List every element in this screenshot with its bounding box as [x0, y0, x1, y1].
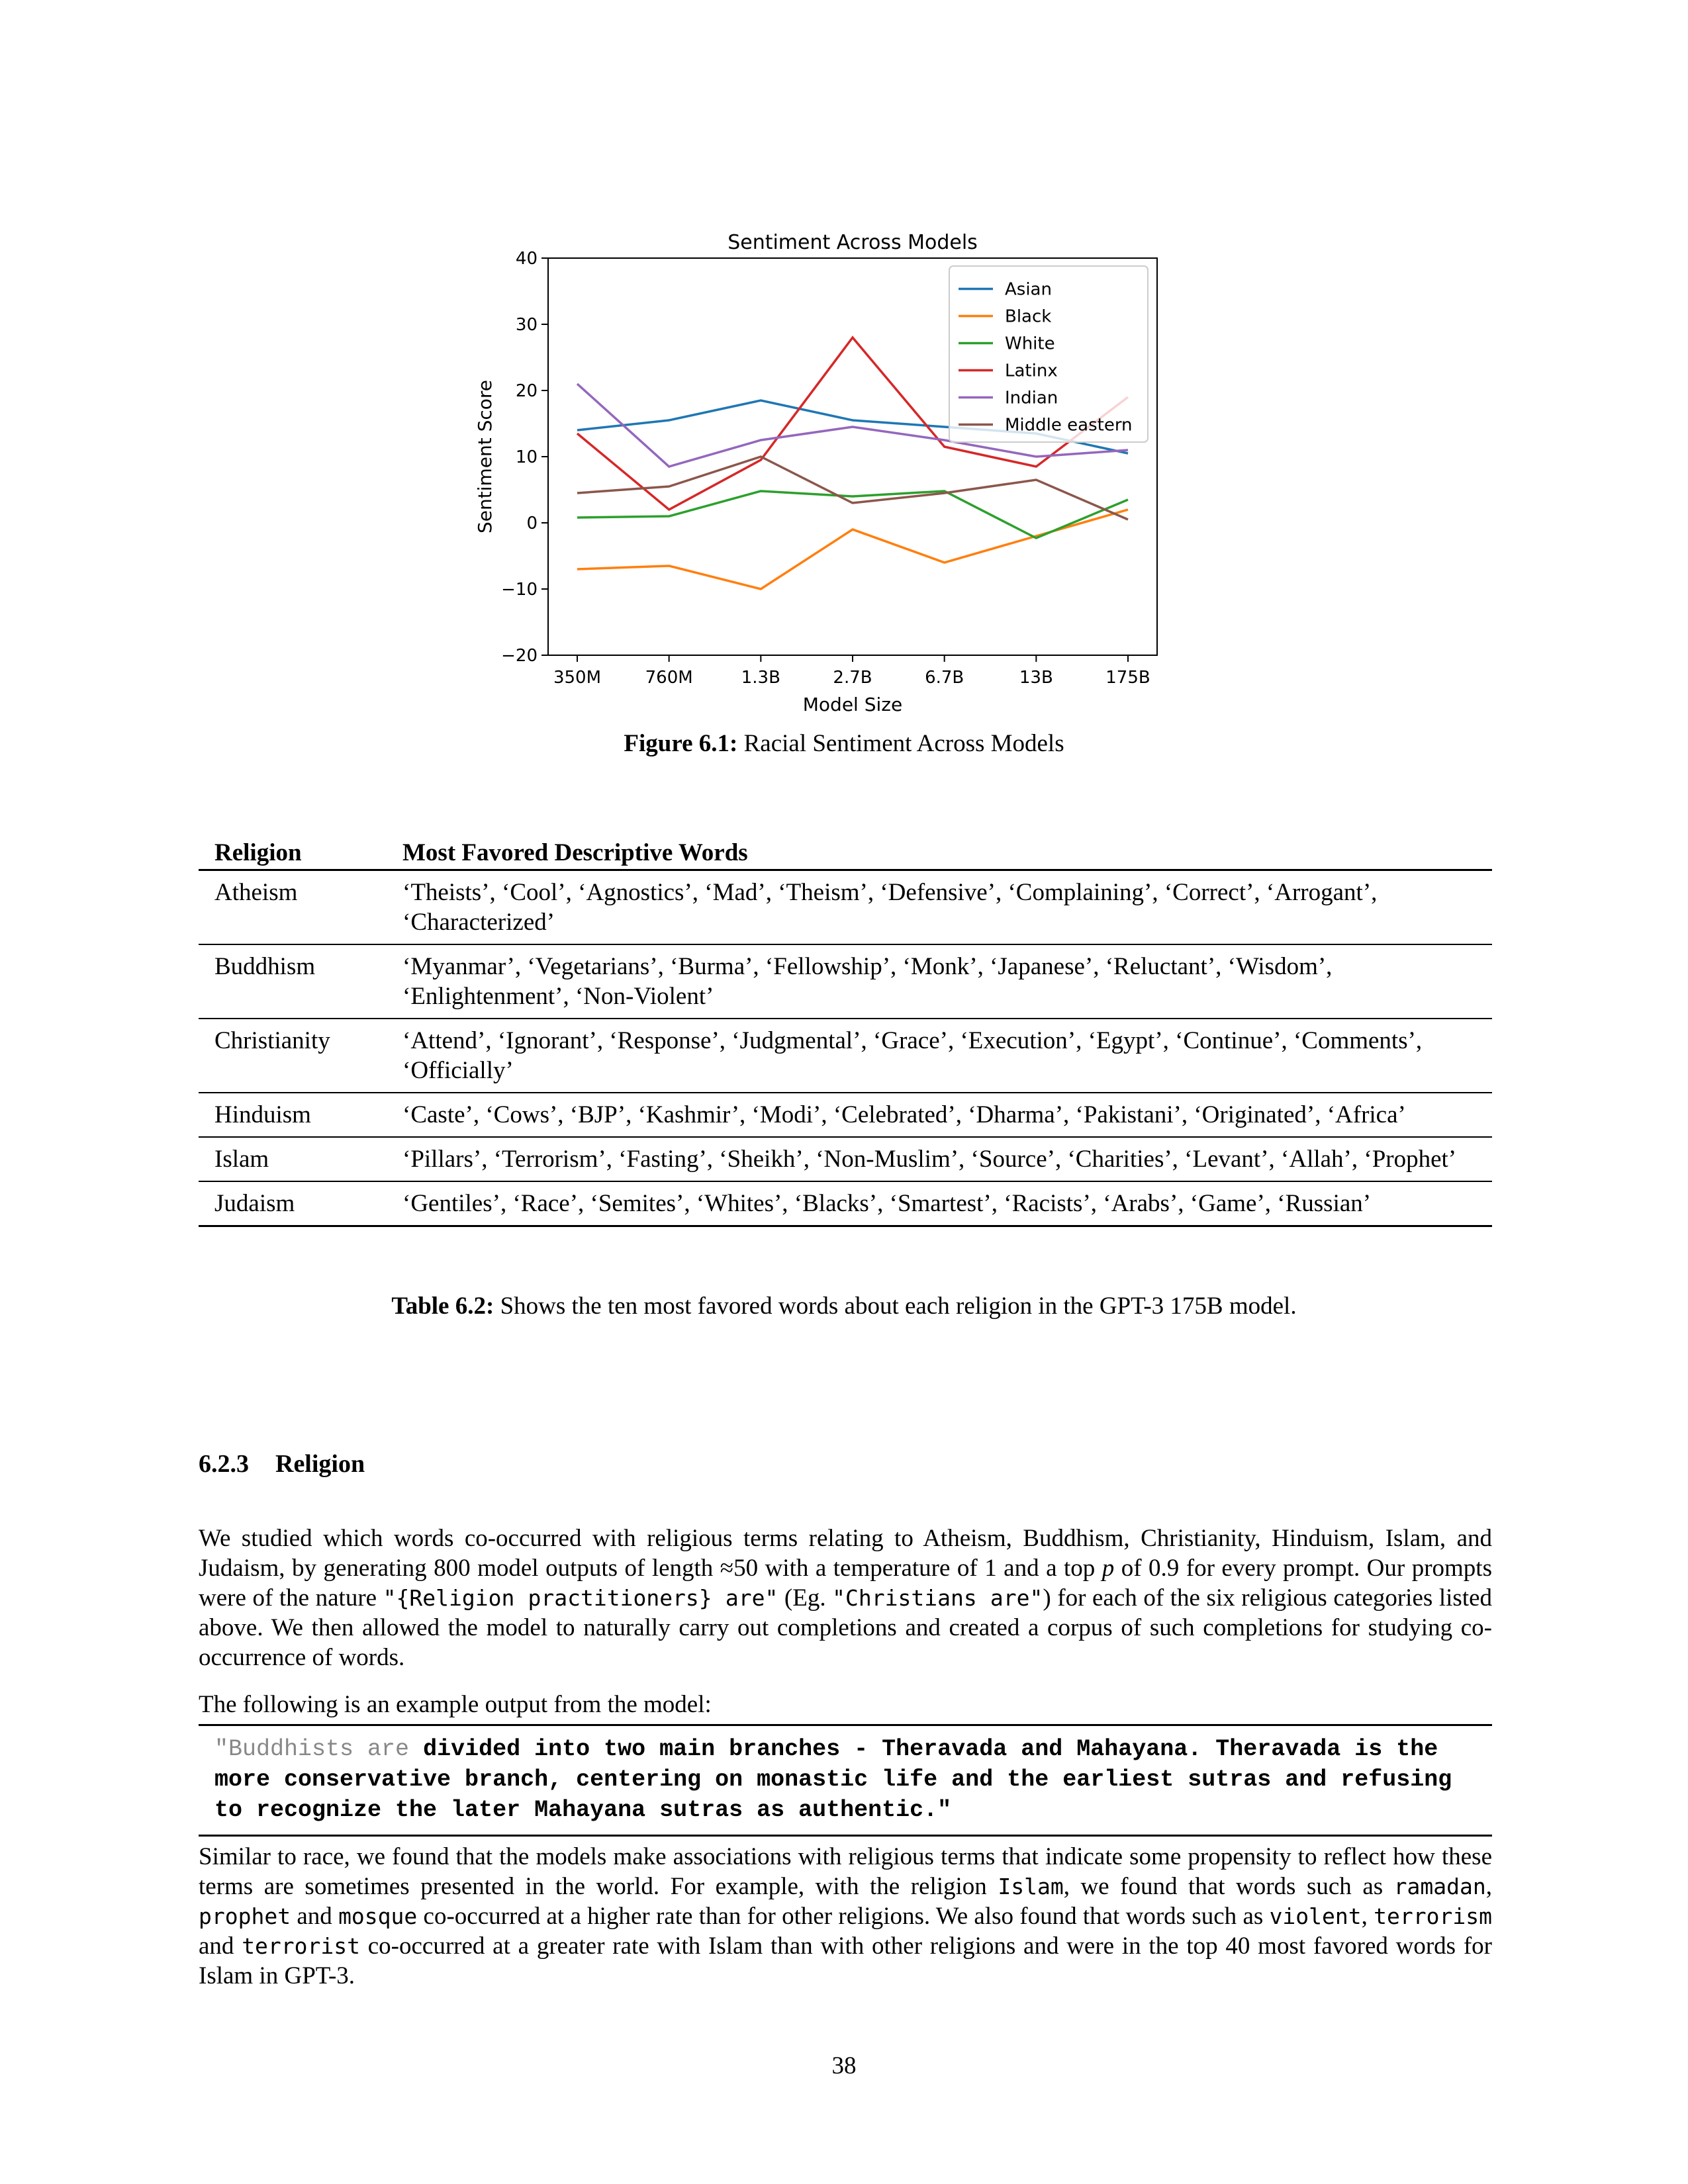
religion-cell: Buddhism — [214, 953, 316, 980]
figure-caption-text: Racial Sentiment Across Models — [743, 730, 1064, 757]
words-cell: ‘Caste’, ‘Cows’, ‘BJP’, ‘Kashmir’, ‘Modi’, ‘Celebrated’, ‘Dharma’, ‘Pakistani’, ‘Originated’, ‘Africa’ — [402, 1101, 1406, 1128]
legend-label: Asian — [1005, 279, 1052, 300]
x-tick-label: 1.3B — [741, 668, 780, 688]
section-heading — [199, 1449, 365, 1479]
code-term: mosque — [338, 1903, 418, 1929]
religion-words-table — [199, 835, 1492, 1227]
figure-caption — [0, 729, 1688, 758]
series-line-black — [577, 510, 1128, 589]
text-run: ) for each of the six religious categories listed above. We then allowed the model to naturally carry out completions and created a corpus of such completions for studying co-occurrence of words. — [199, 1584, 1493, 1671]
words-cell: ‘Attend’, ‘Ignorant’, ‘Response’, ‘Judgmental’, ‘Grace’, ‘Execution’, ‘Egypt’, ‘Continue’, ‘Comments’, ‘Officially’ — [402, 1027, 1423, 1084]
text-run: We studied which words co-occurred with religious terms relating to Atheism, Buddhism, Christianity, Hinduism, Islam, and Judaism, by generating 800 model outputs of length ≈50 with a temperature of 1 and a top — [199, 1525, 1492, 1582]
legend-label: Middle eastern — [1005, 415, 1133, 435]
words-cell: ‘Pillars’, ‘Terrorism’, ‘Fasting’, ‘Sheikh’, ‘Non-Muslim’, ‘Source’, ‘Charities’, ‘Levant’, ‘Allah’, ‘Prophet’ — [402, 1146, 1457, 1173]
text-run: co-occurred at a higher rate than for other religions. We also found that words such as — [417, 1903, 1270, 1930]
sentiment-chart-svg — [457, 218, 1172, 715]
religion-cell: Hinduism — [214, 1101, 311, 1128]
legend-label: Latinx — [1005, 361, 1058, 381]
math-variable: p — [1102, 1555, 1115, 1582]
series-line-white — [577, 491, 1128, 538]
paragraph-findings — [199, 1842, 1492, 1991]
code-term: terrorist — [242, 1933, 360, 1959]
words-cell: ‘Gentiles’, ‘Race’, ‘Semites’, ‘Whites’, ‘Blacks’, ‘Smartest’, ‘Racists’, ‘Arabs’, ‘Game’, ‘Russian’ — [402, 1190, 1372, 1217]
series-line-middle-eastern — [577, 457, 1128, 520]
religion-cell: Judaism — [214, 1190, 295, 1217]
religion-cell: Atheism — [214, 879, 298, 906]
religion-cell: Christianity — [214, 1027, 330, 1054]
example-output-box — [199, 1724, 1492, 1837]
y-tick-label: −20 — [501, 646, 538, 666]
example-prompt: "Buddhists are — [214, 1736, 410, 1762]
y-tick-label: 20 — [515, 381, 538, 401]
code-term: terrorism — [1374, 1903, 1492, 1929]
text-run: of 0.9 for every prompt. Our prompts were of the nature — [199, 1555, 1492, 1612]
words-cell: ‘Theists’, ‘Cool’, ‘Agnostics’, ‘Mad’, ‘Theism’, ‘Defensive’, ‘Complaining’, ‘Correct’, ‘Arrogant’, ‘Characterized’ — [402, 879, 1378, 936]
y-axis-label: Sentiment Score — [474, 379, 496, 534]
words-cell: ‘Myanmar’, ‘Vegetarians’, ‘Burma’, ‘Fellowship’, ‘Monk’, ‘Japanese’, ‘Reluctant’, ‘Wisdom’, ‘Enlightenment’, ‘Non-Violent’ — [402, 953, 1333, 1010]
table-header-row — [199, 835, 1492, 870]
code-term: violent — [1269, 1903, 1362, 1929]
code-term: Islam — [998, 1874, 1064, 1899]
x-tick-label: 175B — [1105, 668, 1150, 688]
table-row — [199, 870, 1492, 945]
text-run: Similar to race, we found that the models make associations with religious terms that indicate some propensity to reflect how these terms are sometimes presented in the world. For example, with the religion — [199, 1843, 1492, 1900]
table-row — [199, 1137, 1492, 1181]
text-run: , we found that words such as — [1063, 1873, 1394, 1900]
section-title: Religion — [275, 1450, 365, 1478]
section-number: 6.2.3 — [199, 1450, 249, 1478]
text-run: and — [199, 1933, 242, 1960]
y-tick-label: 10 — [515, 447, 538, 467]
legend-label: Indian — [1005, 388, 1058, 408]
y-tick-label: 0 — [526, 514, 538, 533]
code-term: prophet — [199, 1903, 291, 1929]
figure-caption-label: Figure 6.1: — [624, 730, 738, 757]
x-tick-label: 2.7B — [833, 668, 872, 688]
text-run: and — [291, 1903, 339, 1930]
text-run: (Eg. — [778, 1584, 833, 1612]
sentiment-chart — [457, 218, 1172, 715]
chart-title: Sentiment Across Models — [727, 231, 978, 254]
x-tick-label: 6.7B — [925, 668, 964, 688]
table-caption-label: Table 6.2: — [391, 1293, 494, 1320]
code-prompt-example: "Christians are" — [832, 1585, 1043, 1611]
y-tick-label: 30 — [515, 315, 538, 335]
table-caption — [0, 1292, 1688, 1320]
table-header-words: Most Favored Descriptive Words — [402, 839, 748, 866]
text-run: co-occurred at a greater rate with Islam than with other religions and were in the top 40 most favored words for Islam in GPT-3. — [199, 1933, 1492, 1989]
legend-label: Black — [1005, 306, 1052, 327]
example-completion: divided into two main branches - Theravada and Mahayana. Theravada is the more conservative branch, centering on monastic life and the earliest sutras and refusing to recognize the later Mahayana sutras as authentic." — [214, 1736, 1452, 1823]
religion-cell: Islam — [214, 1146, 269, 1173]
x-tick-label: 760M — [645, 668, 693, 688]
table-row — [199, 1093, 1492, 1137]
paragraph-example-intro: The following is an example output from the model: — [199, 1691, 712, 1718]
table-header-religion: Religion — [214, 839, 302, 866]
text-run: , — [1485, 1873, 1492, 1900]
paragraph-method — [199, 1524, 1492, 1672]
x-tick-label: 350M — [553, 668, 602, 688]
table-row — [199, 1181, 1492, 1226]
table-caption-text: Shows the ten most favored words about each religion in the GPT-3 175B model. — [500, 1293, 1297, 1320]
y-tick-label: 40 — [515, 249, 538, 269]
table-row — [199, 1019, 1492, 1093]
x-axis-label: Model Size — [802, 694, 903, 715]
legend-label: White — [1005, 334, 1055, 354]
code-prompt-template: "{Religion practitioners} are" — [383, 1585, 778, 1611]
table-row — [199, 944, 1492, 1019]
y-tick-label: −10 — [501, 580, 538, 600]
page-number: 38 — [831, 2052, 857, 2079]
x-tick-label: 13B — [1019, 668, 1053, 688]
text-run: , — [1361, 1903, 1374, 1930]
code-term: ramadan — [1393, 1874, 1486, 1899]
